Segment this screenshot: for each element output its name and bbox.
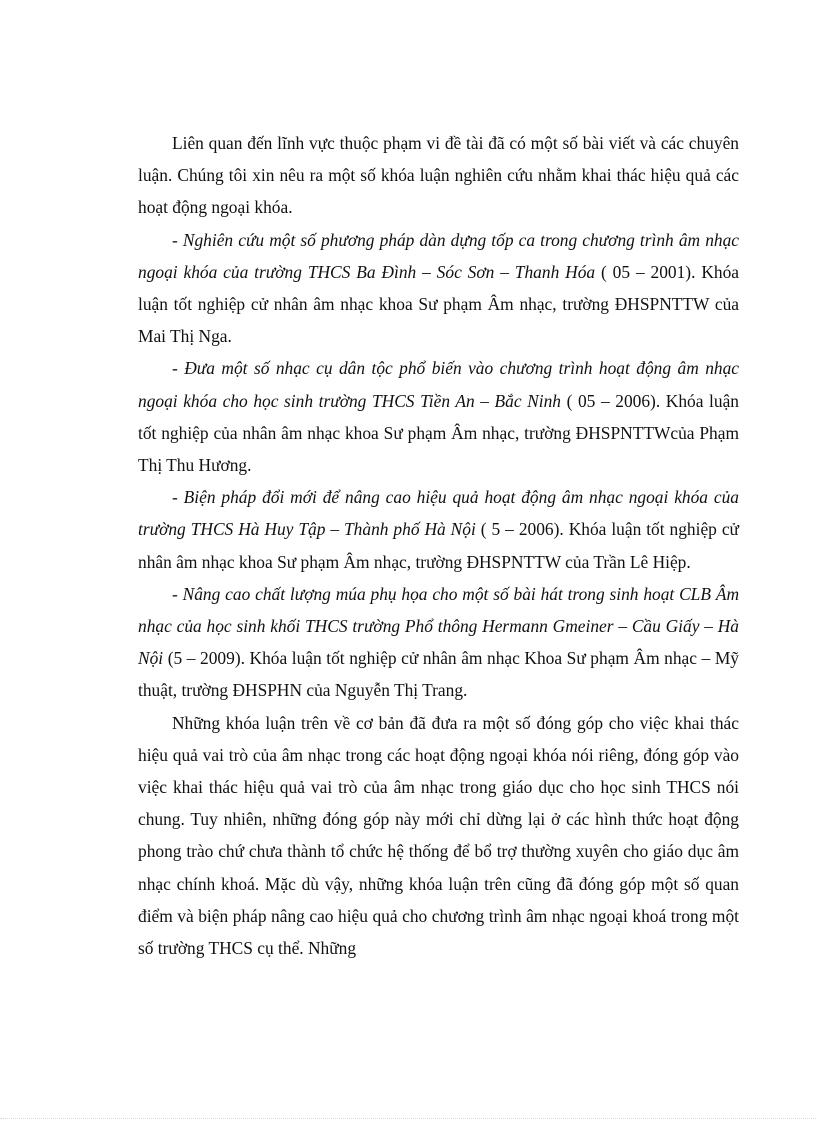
reference-details: (5 – 2009). Khóa luận tốt nghiệp cử nhân âm nhạc Khoa Sư phạm Âm nhạc – Mỹ thuật, trường ĐHSPHN của Nguyễn Thị Trang. <box>138 648 739 701</box>
page-bottom-edge <box>0 1118 816 1123</box>
reference-title: Biện pháp đổi mới để nâng cao hiệu quả hoạt động âm nhạc ngoại khóa của trường THCS Hà Huy Tập – Thành phố Hà Nội <box>138 487 739 540</box>
reference-item <box>138 352 739 481</box>
reference-title: Nâng cao chất lượng múa phụ họa cho một số bài hát trong sinh hoạt CLB Âm nhạc của học sinh khối THCS trường Phổ thông Hermann Gmeiner – Cầu Giấy – Hà Nội <box>138 583 739 669</box>
reference-title: Nghiên cứu một số phương pháp dàn dựng tốp ca trong chương trình âm nhạc ngoại khóa của trường THCS Ba Đình – Sóc Sơn – Thanh Hóa <box>138 229 739 282</box>
conclusion-paragraph: Những khóa luận trên về cơ bản đã đưa ra một số đóng góp cho việc khai thác hiệu quả vai trò của âm nhạc trong các hoạt động ngoại khóa nói riêng, đóng góp vào việc khai thác hiệu quả vai trò của âm nhạc trong giáo dục cho học sinh THCS nói chung. Tuy nhiên, những đóng góp này mới chỉ dừng lại ở các hình thức hoạt động phong trào chứ chưa thành tổ chức hệ thống để bổ trợ thường xuyên cho giáo dục âm nhạc chính khoá. Mặc dù vậy, những khóa luận trên cũng đã đóng góp một số quan điểm và biện pháp nâng cao hiệu quả cho chương trình âm nhạc ngoại khoá trong một số trường THCS cụ thể. Những <box>138 712 739 959</box>
reference-item <box>138 481 739 578</box>
reference-dash: - <box>172 583 183 604</box>
document-body <box>138 127 739 964</box>
reference-details: ( 5 – 2006). Khóa luận tốt nghiệp cử nhân âm nhạc khoa Sư phạm Âm nhạc, trường ĐHSPNTTW của Trần Lê Hiệp. <box>138 519 739 572</box>
reference-details: ( 05 – 2006). Khóa luận tốt nghiệp của nhân âm nhạc khoa Sư phạm Âm nhạc, trường ĐHSPNTTWcủa Phạm Thị Thu Hương. <box>138 390 739 476</box>
reference-item <box>138 224 739 353</box>
reference-details: ( 05 – 2001). Khóa luận tốt nghiệp cử nhân âm nhạc khoa Sư phạm Âm nhạc, trường ĐHSPNTTW của Mai Thị Nga. <box>138 261 739 347</box>
reference-dash: - <box>172 229 183 250</box>
reference-item <box>138 578 739 707</box>
reference-dash: - <box>172 487 184 508</box>
intro-paragraph: Liên quan đến lĩnh vực thuộc phạm vi đề tài đã có một số bài viết và các chuyên luận. Chúng tôi xin nêu ra một số khóa luận nghiên cứu nhằm khai thác hiệu quả các hoạt động ngoại khóa. <box>138 133 739 218</box>
reference-dash: - <box>172 358 185 379</box>
reference-title: Đưa một số nhạc cụ dân tộc phổ biến vào chương trình hoạt động âm nhạc ngoại khóa cho học sinh trường THCS Tiền An – Bắc Ninh <box>138 358 739 411</box>
